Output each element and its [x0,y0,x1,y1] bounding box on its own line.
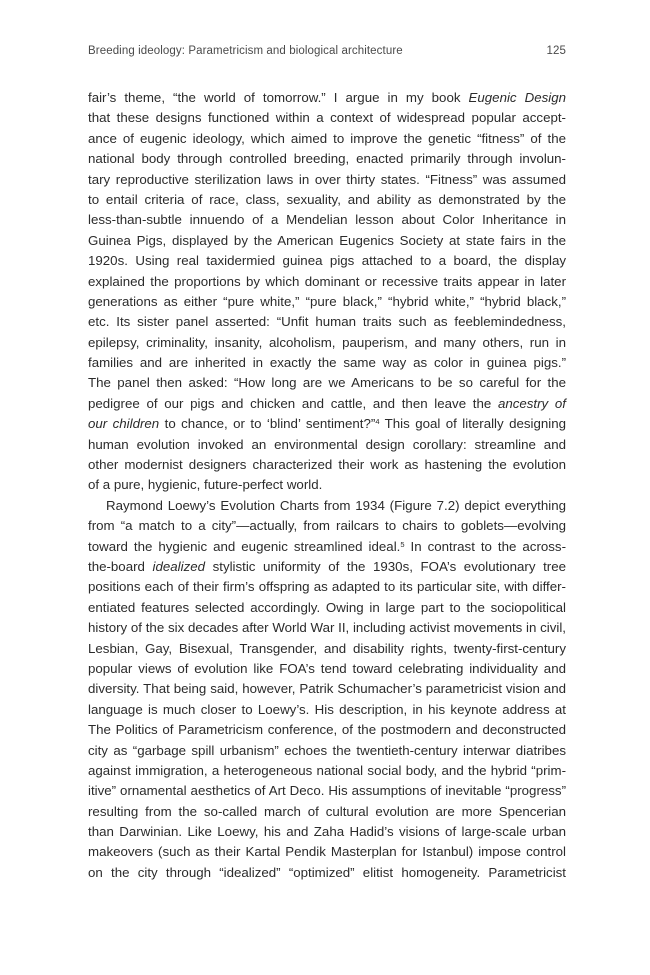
text-line [88,312,566,332]
text-segment: than Darwinian. Like Loewy, his and Zaha Hadid’s visions of large-scale urban [88,824,566,840]
text-line [88,149,566,169]
text-segment: from “a match to a city”—actually, from railcars to chairs to goblets—evolving [88,518,566,534]
text-segment: that these designs functioned within a context of widespread popular accept- [88,110,566,126]
text-segment: on the city through “idealized” “optimized” elitist homogeneity. Parametricist [88,864,566,880]
text-line [88,700,566,720]
italic-text: Eugenic Design [468,90,566,105]
text-line [88,353,566,373]
text-line [88,537,566,557]
text-line [88,475,566,495]
text-segment: etc. Its sister panel asserted: “Unfit human traits such as feeblemindedness, [88,314,566,330]
text-segment: language is much closer to Loewy’s. His description, in his keynote address at [88,701,566,717]
text-line [88,557,566,577]
text-line [88,88,566,108]
text-segment: fair’s theme, “the world of tomorrow.” I argue in my book [88,90,469,105]
text-line [88,822,566,842]
text-segment: diversity. That being said, however, Patrik Schumacher’s parametricist vision and [88,681,566,697]
text-line [88,516,566,536]
text-segment: popular views of evolution like FOA’s tend toward celebrating individuality and [88,660,566,676]
text-segment: history of the six decades after World War II, including activist movements in civil, [88,620,566,636]
text-segment: generations as either “pure white,” “pure black,” “hybrid white,” “hybrid black,” [88,293,566,309]
text-line [88,802,566,822]
text-line [88,741,566,761]
text-line [88,231,566,251]
text-line [88,496,566,516]
text-line [88,108,566,128]
text-line [88,598,566,618]
text-segment: resulting from the so-called march of cultural evolution are more Spencerian [88,803,566,819]
text-line [88,618,566,638]
italic-text: our children [88,416,160,432]
text-segment: to entail criteria of race, class, sexuality, and ability as demonstrated by the [88,191,566,207]
text-segment: national body through controlled breeding, enacted primarily through involun- [88,151,566,167]
text-line [88,639,566,659]
italic-text: idealized [152,558,206,574]
text-segment: of a pure, hygienic, future-perfect world. [88,477,323,493]
running-title: Breeding ideology: Parametricism and biological architecture [88,45,403,57]
text-segment: Lesbian, Gay, Bisexual, Transgender, and disability rights, twenty-first-century [88,640,566,656]
text-line [88,414,566,434]
text-line [88,272,566,292]
text-line [88,190,566,210]
text-line [88,333,566,353]
text-segment: against immigration, a heterogeneous national social body, and the hybrid “prim- [88,762,566,778]
text-line [88,251,566,271]
text-segment: less-than-subtle innuendo of a Mendelian lesson about Color Inheritance in [88,212,566,228]
footnote-marker: 5 [400,539,405,549]
text-segment: explained the proportions by which dominant or recessive traits appear in later [88,273,566,289]
text-line [88,394,566,414]
text-segment: entiated features selected accordingly. Owing in large part to the sociopolitical [88,599,566,615]
text-line [88,842,566,862]
text-line [88,781,566,801]
text-line [88,210,566,230]
page-number: 125 [546,45,566,57]
italic-text: ancestry of [497,395,566,411]
text-line [88,129,566,149]
text-segment: Guinea Pigs, displayed by the American Eugenics Society at state fairs in the [88,232,566,248]
text-segment: toward the hygienic and eugenic streamlined ideal. [88,538,401,554]
body-text [88,88,566,883]
text-segment: tary reproductive sterilization laws in over thirty states. “Fitness” was assumed [88,171,566,187]
text-line [88,659,566,679]
text-segment: In contrast to the across- [404,538,566,554]
text-segment: makeovers (such as their Kartal Pendik Masterplan for Istanbul) impose control [88,844,566,860]
text-segment: pedigree of our pigs and chicken and cattle, and then leave the [88,395,498,411]
text-segment: stylistic uniformity of the 1930s, FOA’s evolutionary tree [205,558,566,574]
text-line [88,455,566,475]
text-line [88,170,566,190]
text-segment: 1920s. Using real taxidermied guinea pigs attached to a board, the display [88,253,566,269]
text-segment: to chance, or to ‘blind’ sentiment?” [159,416,376,432]
text-segment: This goal of literally designing [379,416,567,432]
text-segment: the-board [88,558,153,574]
text-segment: other modernist designers characterized their work as hastening the evolution [88,457,566,473]
text-segment: positions each of their firm’s offspring as adapted to its particular site, with differ- [88,579,566,595]
text-line [88,577,566,597]
text-segment: itive” ornamental aesthetics of Art Deco. His assumptions of inevitable “progress” [88,783,566,799]
text-segment: The panel then asked: “How long are we Americans to be so careful for the [88,375,566,391]
text-line [88,863,566,883]
text-segment: ance of eugenic ideology, which aimed to improve the genetic “fitness” of the [88,130,566,146]
text-segment: human evolution invoked an environmental design corollary: streamline and [88,436,566,452]
footnote-marker: 4 [375,417,380,427]
text-line [88,679,566,699]
text-line [88,373,566,393]
text-segment: The Politics of Parametricism conference, of the postmodern and deconstructed [88,722,566,738]
text-line [88,435,566,455]
text-segment: families and are inherited in exactly the same way as color in guinea pigs.” [88,355,566,371]
text-line [88,761,566,781]
text-segment: epilepsy, criminality, insanity, alcoholism, pauperism, and many others, run in [88,334,566,350]
text-line [88,292,566,312]
running-head [88,45,566,57]
text-segment: city as “garbage spill urbanism” echoes the twentieth-century interwar diatribes [88,742,566,758]
text-segment: Raymond Loewy’s Evolution Charts from 1934 (Figure 7.2) depict everything [106,497,566,513]
text-line [88,720,566,740]
